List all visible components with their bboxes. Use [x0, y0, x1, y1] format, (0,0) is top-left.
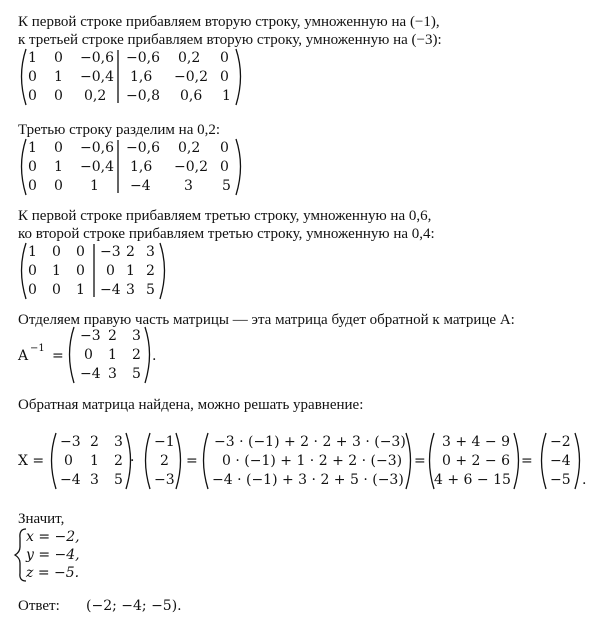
cell: −3: [80, 328, 101, 344]
bracket-right: [406, 433, 411, 489]
cell: 5: [132, 366, 141, 382]
cell: 1: [54, 159, 63, 175]
cell: 1: [76, 282, 85, 298]
cell: 0: [76, 244, 85, 260]
system-line: x = −2,: [26, 529, 80, 545]
cell: 2: [126, 244, 135, 260]
bracket-right: [575, 433, 580, 489]
cell: 1,6: [130, 69, 153, 85]
conclusion-heading: Значит,: [18, 511, 65, 527]
cell: 0: [54, 50, 63, 66]
cell: −4: [550, 453, 571, 469]
step3-line1: К первой строке прибавляем третью строку, умноженную на 0,6,: [18, 208, 432, 224]
cell: 5: [222, 178, 231, 194]
cell: 0: [220, 140, 229, 156]
cell: 1,6: [130, 159, 153, 175]
inverse-text: Отделяем правую часть матрицы — эта матрица будет обратной к матрице А:: [18, 312, 515, 328]
cell: 0: [28, 69, 37, 85]
cell: 1: [90, 453, 99, 469]
cell: −3: [100, 244, 121, 260]
cell: −0,6: [80, 140, 114, 156]
cell: 2: [90, 434, 99, 450]
system-line: y = −4,: [26, 547, 80, 563]
x-label: X =: [18, 453, 45, 469]
system-brace: [15, 529, 26, 581]
result-dot: .: [582, 472, 587, 488]
cell: 0: [28, 263, 37, 279]
cell: 0: [64, 453, 73, 469]
cell: −4: [100, 282, 121, 298]
bracket-left: [22, 49, 27, 105]
cell: −4: [60, 472, 81, 488]
cell: 1: [126, 263, 135, 279]
cell: −0,8: [126, 88, 160, 104]
cell: 1: [28, 50, 37, 66]
cell: 2: [132, 347, 141, 363]
eq-2: =: [414, 453, 426, 469]
cell: 0: [84, 347, 93, 363]
cell: 4 + 6 − 15: [434, 472, 511, 488]
cell: 0: [106, 263, 115, 279]
answer-value: (−2; −4; −5).: [86, 598, 182, 614]
cell: 3: [132, 328, 141, 344]
cell: 3: [126, 282, 135, 298]
bracket-left: [542, 433, 547, 489]
eq-1: =: [186, 453, 198, 469]
cell: 3: [114, 434, 123, 450]
inverse-eq: =: [52, 348, 64, 364]
cell: −0,2: [174, 69, 208, 85]
cell: 0: [52, 282, 61, 298]
cell: 1: [54, 69, 63, 85]
cell: 1: [108, 347, 117, 363]
cell: 0: [220, 69, 229, 85]
cell: 1: [28, 244, 37, 260]
cell: 0 + 2 − 6: [442, 453, 510, 469]
system-line: z = −5.: [26, 565, 80, 581]
step1-line2: к третьей строке прибавляем вторую строку, умноженную на (−3):: [18, 32, 442, 48]
bracket-left: [204, 433, 209, 489]
bracket-left: [52, 433, 57, 489]
cell: 0,2: [84, 88, 107, 104]
cell: −0,6: [80, 50, 114, 66]
step3-line2: ко второй строке прибавляем третью строку, умноженную на 0,4:: [18, 226, 435, 242]
cell: −4: [80, 366, 101, 382]
cell: −0,6: [126, 50, 160, 66]
cell: 3: [90, 472, 99, 488]
cell: −2: [550, 434, 571, 450]
eq-3: =: [521, 453, 533, 469]
cell: 3: [108, 366, 117, 382]
bracket-right: [514, 433, 519, 489]
bracket-right: [145, 327, 150, 383]
answer-label: Ответ:: [18, 598, 60, 614]
mult-dot: ·: [130, 453, 135, 469]
cell: 5: [114, 472, 123, 488]
bracket-left: [22, 243, 27, 299]
cell: 2: [146, 263, 155, 279]
cell: 2: [108, 328, 117, 344]
cell: 0: [28, 88, 37, 104]
cell: 0: [54, 88, 63, 104]
cell: 3 + 4 − 9: [442, 434, 510, 450]
bracket-right: [126, 433, 131, 489]
cell: 0: [28, 282, 37, 298]
step1-line1: К первой строке прибавляем вторую строку, умноженную на (−1),: [18, 14, 440, 30]
cell: 0: [54, 140, 63, 156]
cell: 5: [146, 282, 155, 298]
cell: −3: [60, 434, 81, 450]
inverse-dot: .: [152, 348, 157, 364]
bracket-left: [146, 433, 151, 489]
cell: −0,4: [80, 159, 114, 175]
cell: 0 · (−1) + 1 · 2 + 2 · (−3): [222, 453, 403, 469]
cell: 0: [220, 159, 229, 175]
cell: 1: [90, 178, 99, 194]
bracket-right: [236, 49, 241, 105]
cell: −5: [550, 472, 571, 488]
cell: 1: [52, 263, 61, 279]
cell: 0: [28, 159, 37, 175]
cell: 2: [114, 453, 123, 469]
cell: 3: [146, 244, 155, 260]
cell: 0: [28, 178, 37, 194]
cell: 0: [76, 263, 85, 279]
inverse-label-letter: A: [18, 348, 29, 364]
cell: 1: [222, 88, 231, 104]
cell: −0,6: [126, 140, 160, 156]
bracket-left: [22, 139, 27, 195]
cell: −0,2: [174, 159, 208, 175]
cell: 2: [160, 453, 169, 469]
cell: −3 · (−1) + 2 · 2 + 3 · (−3): [214, 434, 406, 450]
cell: −0,4: [80, 69, 114, 85]
step2-line1: Третью строку разделим на 0,2:: [18, 122, 221, 138]
solve-text: Обратная матрица найдена, можно решать уравнение:: [18, 397, 364, 413]
cell: 0: [54, 178, 63, 194]
bracket-left: [70, 327, 75, 383]
inverse-label-sup: −1: [30, 343, 45, 354]
cell: 0,2: [178, 50, 201, 66]
cell: 1: [28, 140, 37, 156]
bracket-left: [430, 433, 435, 489]
bracket-right: [160, 243, 165, 299]
cell: 3: [184, 178, 193, 194]
cell: −4 · (−1) + 3 · 2 + 5 · (−3): [212, 472, 404, 488]
cell: −1: [154, 434, 175, 450]
cell: 0,2: [178, 140, 201, 156]
bracket-right: [176, 433, 181, 489]
cell: 0: [52, 244, 61, 260]
cell: 0,6: [180, 88, 203, 104]
cell: −4: [130, 178, 151, 194]
bracket-right: [236, 139, 241, 195]
cell: 0: [220, 50, 229, 66]
cell: −3: [154, 472, 175, 488]
